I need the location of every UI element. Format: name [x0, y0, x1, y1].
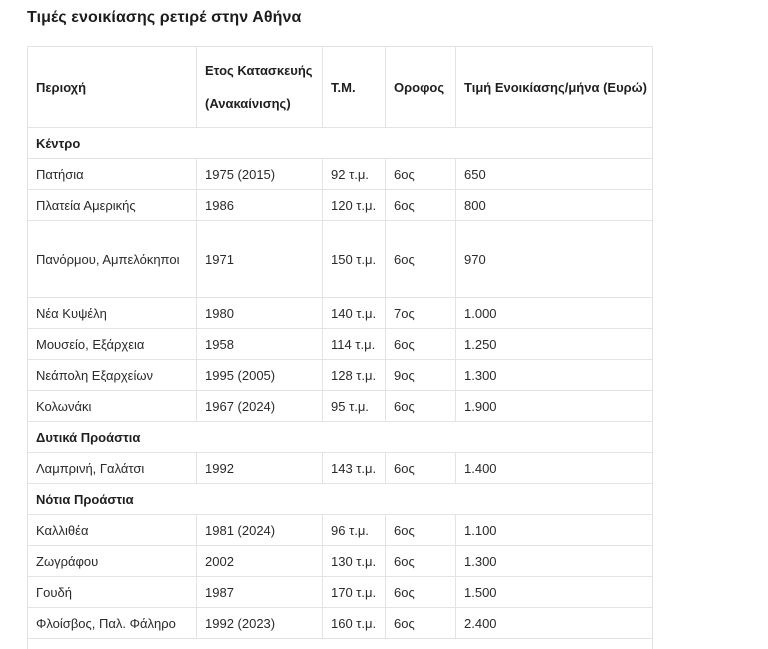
section-title: Νότια Προάστια	[28, 484, 653, 515]
page-title: Τιμές ενοικίασης ρετιρέ στην Αθήνα	[27, 9, 301, 27]
cell-floor: 6ος	[386, 391, 456, 422]
cell-area: Πατήσια	[28, 159, 197, 190]
header-year-line2: (Ανακαίνισης)	[205, 96, 291, 111]
cell-year: 2002	[197, 546, 323, 577]
header-year	[197, 47, 323, 128]
cell-floor: 6ος	[386, 159, 456, 190]
cell-year: 1986	[197, 190, 323, 221]
section-row	[28, 128, 653, 159]
cell-area: Νέα Κυψέλη	[28, 298, 197, 329]
cell-area: Κολωνάκι	[28, 391, 197, 422]
cell-price: 1.000	[456, 298, 653, 329]
cell-year: 1992	[197, 453, 323, 484]
header-sqm: Τ.Μ.	[323, 47, 386, 128]
cell-year: 1992 (2023)	[197, 608, 323, 639]
table-row	[28, 577, 653, 608]
cell-sqm: 96 τ.μ.	[323, 515, 386, 546]
cell-area: Ζωγράφου	[28, 546, 197, 577]
table-row	[28, 221, 653, 298]
cell-area: Νεάπολη Εξαρχείων	[28, 360, 197, 391]
cell-price: 1.400	[456, 453, 653, 484]
header-price: Τιμή Ενοικίασης/μήνα (Ευρώ)	[456, 47, 653, 128]
cell-price: 2.400	[456, 608, 653, 639]
table-row	[28, 453, 653, 484]
cell-sqm: 95 τ.μ.	[323, 391, 386, 422]
cell-price: 650	[456, 159, 653, 190]
cell-floor: 6ος	[386, 221, 456, 298]
table-row	[28, 190, 653, 221]
table-row	[28, 329, 653, 360]
cell-floor: 6ος	[386, 608, 456, 639]
cell-sqm: 150 τ.μ.	[323, 221, 386, 298]
cell-sqm: 128 τ.μ.	[323, 360, 386, 391]
cell-price: 1.300	[456, 360, 653, 391]
section-title: Δυτικά Προάστια	[28, 422, 653, 453]
cell-sqm: 120 τ.μ.	[323, 190, 386, 221]
cell-floor: 7ος	[386, 298, 456, 329]
cell-floor: 6ος	[386, 190, 456, 221]
cell-area: Γουδή	[28, 577, 197, 608]
cell-year: 1967 (2024)	[197, 391, 323, 422]
cell-floor: 6ος	[386, 577, 456, 608]
cell-sqm: 143 τ.μ.	[323, 453, 386, 484]
header-year-line1: Ετος Κατασκευής	[205, 63, 313, 78]
cell-year: 1987	[197, 577, 323, 608]
cell-price: 1.500	[456, 577, 653, 608]
cell-year: 1981 (2024)	[197, 515, 323, 546]
table-row	[28, 391, 653, 422]
header-area: Περιοχή	[28, 47, 197, 128]
cell-floor: 6ος	[386, 546, 456, 577]
cell-area: Καλλιθέα	[28, 515, 197, 546]
cell-price: 1.250	[456, 329, 653, 360]
table-row	[28, 298, 653, 329]
cell-year: 1958	[197, 329, 323, 360]
cell-floor: 9ος	[386, 360, 456, 391]
table-row	[28, 546, 653, 577]
cell-year: 1980	[197, 298, 323, 329]
cell-floor: 6ος	[386, 515, 456, 546]
cell-floor: 6ος	[386, 329, 456, 360]
cell-sqm: 130 τ.μ.	[323, 546, 386, 577]
table-body	[28, 128, 653, 649]
cell-year: 1995 (2005)	[197, 360, 323, 391]
cell-sqm: 160 τ.μ.	[323, 608, 386, 639]
cell-area: Φλοίσβος, Παλ. Φάληρο	[28, 608, 197, 639]
cell-year: 1971	[197, 221, 323, 298]
section-title: Κέντρο	[28, 128, 653, 159]
table-row	[28, 159, 653, 190]
cell-area: Μουσείο, Εξάρχεια	[28, 329, 197, 360]
cell-price: 1.100	[456, 515, 653, 546]
cell-year: 1975 (2015)	[197, 159, 323, 190]
cell-price: 800	[456, 190, 653, 221]
header-floor: Οροφος	[386, 47, 456, 128]
table-header-row	[28, 47, 653, 128]
cell-sqm: 170 τ.μ.	[323, 577, 386, 608]
section-row	[28, 484, 653, 515]
cell-sqm: 140 τ.μ.	[323, 298, 386, 329]
rent-table	[27, 46, 653, 649]
cell-price: 1.300	[456, 546, 653, 577]
cell-area: Πανόρμου, Αμπελόκηποι	[28, 221, 197, 298]
cell-area: Λαμπρινή, Γαλάτσι	[28, 453, 197, 484]
cell-sqm: 114 τ.μ.	[323, 329, 386, 360]
cell-area: Πλατεία Αμερικής	[28, 190, 197, 221]
cell-floor: 6ος	[386, 453, 456, 484]
cell-price: 970	[456, 221, 653, 298]
cell-price: 1.900	[456, 391, 653, 422]
table-row	[28, 608, 653, 639]
table-row	[28, 360, 653, 391]
cell-sqm: 92 τ.μ.	[323, 159, 386, 190]
table-row	[28, 515, 653, 546]
section-row	[28, 422, 653, 453]
